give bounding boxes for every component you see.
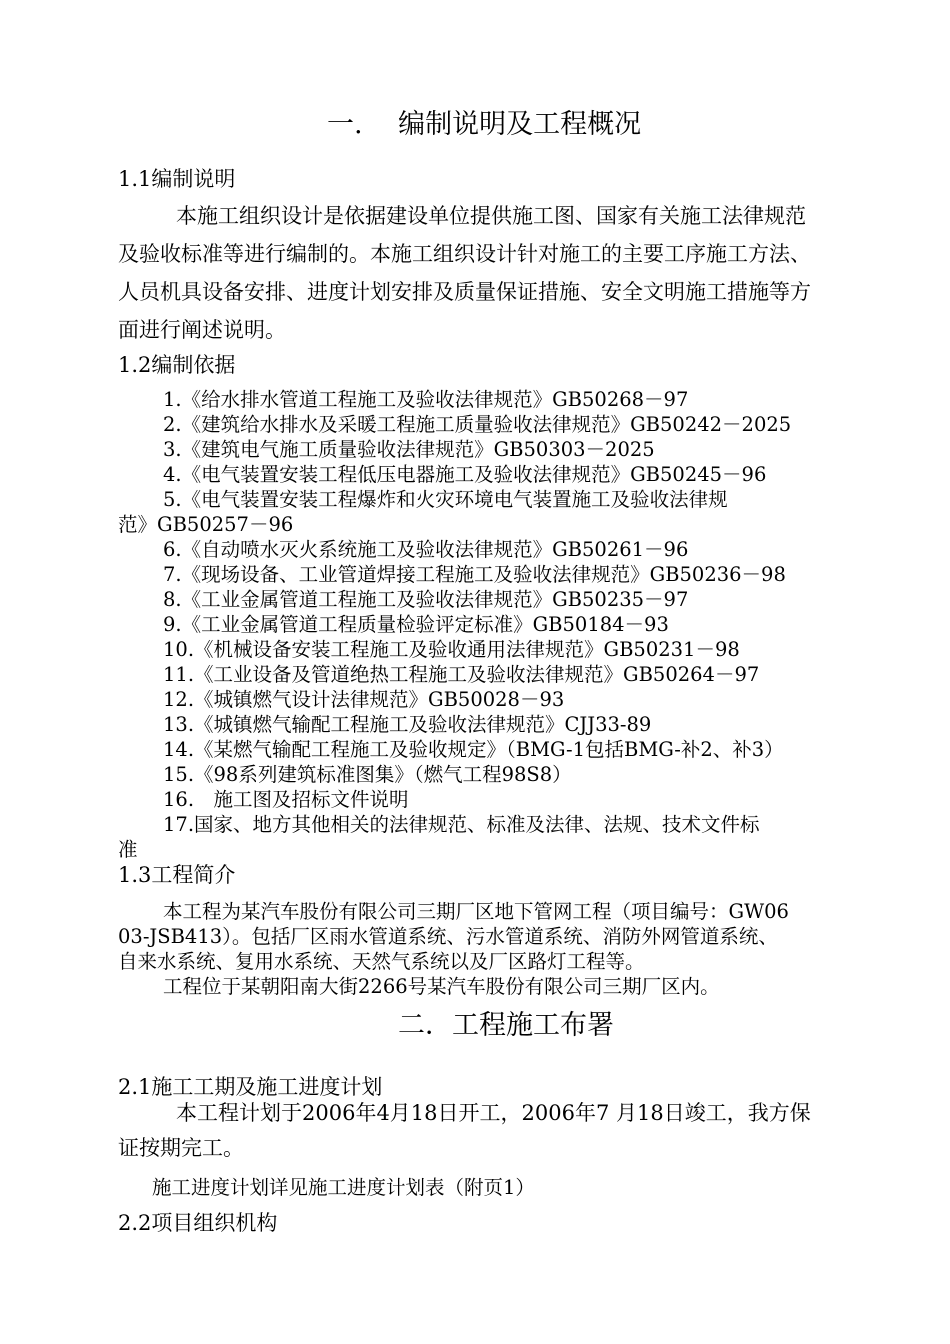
reference-item-continued: 范》GB50257－96 [118,513,294,536]
heading-1-1: 1.1编制说明 [118,167,236,191]
reference-item: 4.《电气装置安装工程低压电器施工及验收法律规范》GB50245－96 [163,463,767,486]
reference-item-continued: 准 [118,838,138,861]
reference-item: 6.《自动喷水灭火系统施工及验收法律规范》GB50261－96 [163,538,689,561]
reference-item: 13.《城镇燃气输配工程施工及验收法律规范》CJJ33-89 [163,713,652,736]
paragraph-line: 面进行阐述说明。 [118,318,286,342]
reference-item: 8.《工业金属管道工程施工及验收法律规范》GB50235－97 [163,588,689,611]
paragraph-line: 施工进度计划详见施工进度计划表（附页1） [152,1176,535,1199]
paragraph-line: 及验收标准等进行编制的。本施工组织设计针对施工的主要工序施工方法、 [118,242,811,266]
reference-item: 17.国家、地方其他相关的法律规范、标准及法律、法规、技术文件标 [163,813,760,836]
heading-1-2: 1.2编制依据 [118,353,236,377]
reference-item: 11.《工业设备及管道绝热工程施工及验收法律规范》GB50264－97 [163,663,760,686]
paragraph-line: 人员机具设备安排、进度计划安排及质量保证措施、安全文明施工措施等方 [118,280,811,304]
paragraph-line: 证按期完工。 [118,1136,244,1160]
paragraph-line: 本施工组织设计是依据建设单位提供施工图、国家有关施工法律规范 [176,204,806,228]
reference-item: 16. 施工图及招标文件说明 [163,788,409,811]
section-1-title: 一. 编制说明及工程概况 [327,109,642,140]
paragraph-line: 工程位于某朝阳南大街2266号某汽车股份有限公司三期厂区内。 [163,975,720,998]
reference-item: 12.《城镇燃气设计法律规范》GB50028－93 [163,688,565,711]
paragraph-line: 本工程为某汽车股份有限公司三期厂区地下管网工程（项目编号：GW06 [163,900,789,923]
reference-item: 3.《建筑电气施工质量验收法律规范》GB50303－2025 [163,438,655,461]
section-2-title: 二．工程施工布署 [398,1010,614,1041]
reference-item: 15.《98系列建筑标准图集》（燃气工程98S8） [163,763,572,786]
reference-item: 10.《机械设备安装工程施工及验收通用法律规范》GB50231－98 [163,638,740,661]
heading-2-2: 2.2项目组织机构 [118,1211,278,1235]
reference-item: 5.《电气装置安装工程爆炸和火灾环境电气装置施工及验收法律规 [163,488,728,511]
heading-1-3: 1.3工程简介 [118,863,236,887]
paragraph-line: 本工程计划于2006年4月18日开工，2006年7 月18日竣工，我方保 [176,1101,811,1125]
heading-2-1: 2.1施工工期及施工进度计划 [118,1075,383,1099]
reference-item: 1.《给水排水管道工程施工及验收法律规范》GB50268－97 [163,388,689,411]
reference-item: 14.《某燃气输配工程施工及验收规定》（BMG-1包括BMG-补2、补3） [163,738,784,761]
reference-item: 7.《现场设备、工业管道焊接工程施工及验收法律规范》GB50236－98 [163,563,786,586]
paragraph-line: 自来水系统、复用水系统、天然气系统以及厂区路灯工程等。 [118,950,645,973]
paragraph-line: 03-JSB413）。包括厂区雨水管道系统、污水管道系统、消防外网管道系统、 [118,925,778,948]
reference-item: 9.《工业金属管道工程质量检验评定标准》GB50184－93 [163,613,669,636]
reference-item: 2.《建筑给水排水及采暖工程施工质量验收法律规范》GB50242－2025 [163,413,792,436]
